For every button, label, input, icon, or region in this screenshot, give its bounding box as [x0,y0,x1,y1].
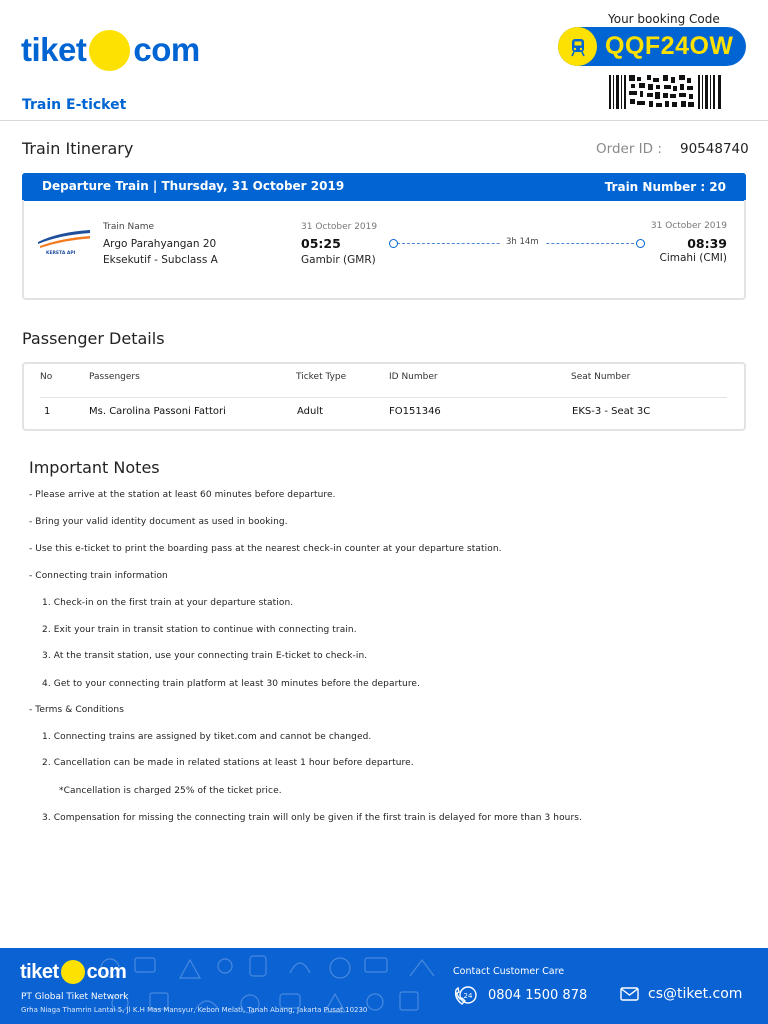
passenger-details-title: Passenger Details [22,329,165,348]
company-address: Grha Niaga Thamrin Lantai 5, Jl K.H Mas Mansyur, Kebon Melati, Tanah Abang, Jakarta Pusat 10230 [21,1006,368,1014]
column-header-id-number: ID Number [389,372,438,382]
company-name: PT Global Tiket Network [21,992,129,1002]
booking-code-label: Your booking Code [608,12,720,26]
id-number: FO151346 [389,406,441,417]
note-line: 2. Cancellation can be made in related stations at least 1 hour before departure. [42,758,414,768]
contact-email[interactable]: cs@tiket.com [648,986,743,1002]
logo-text-right: com [133,31,200,68]
seat-number: EKS-3 - Seat 3C [572,406,651,417]
arrival-time: 08:39 [687,236,727,251]
note-line: - Bring your valid identity document as used in booking. [29,517,288,527]
note-line: 1. Connecting trains are assigned by tiket.com and cannot be changed. [42,732,372,742]
note-line: 1. Check-in on the first train at your departure station. [42,598,294,608]
important-notes-title: Important Notes [29,458,160,477]
column-header-seat-number: Seat Number [571,372,631,382]
mail-icon [620,987,639,1001]
kereta-api-logo-text: KERETA API [46,251,76,256]
order-id-label: Order ID : [596,141,662,157]
column-header-no: No [40,372,53,382]
note-line: - Connecting train information [29,571,168,581]
kereta-api-logo [36,226,94,256]
footer-logo-dot [61,960,85,984]
arrival-station: Cimahi (CMI) [659,252,727,264]
logo-dot [89,30,130,71]
departure-station: Gambir (GMR) [301,254,376,266]
booking-code-badge [558,27,746,66]
footer [0,948,768,1024]
route-start-dot [389,239,398,248]
note-line: 3. At the transit station, use your connecting train E-ticket to check-in. [42,651,368,661]
table-divider [40,397,727,398]
train-name: Argo Parahyangan 20 [103,238,217,250]
contact-label: Contact Customer Care [453,966,565,977]
contact-phone[interactable]: 0804 1500 878 [488,988,588,1003]
phone-icon-label: 24 [463,992,473,1000]
departure-date: 31 October 2019 [301,222,378,232]
itinerary-title: Train Itinerary [22,139,134,158]
departure-header: Departure Train | Thursday, 31 October 2019 [42,179,345,193]
note-line: 4. Get to your connecting train platform at least 30 minutes before the departure. [42,679,421,689]
passenger-name: Ms. Carolina Passoni Fattori [89,406,226,417]
order-id-value: 90548740 [680,141,749,157]
trip-duration: 3h 14m [500,237,545,247]
logo-text-left: tiket [21,31,87,68]
note-line: - Use this e-ticket to print the boarding pass at the nearest check-in counter at your departure station. [29,544,502,554]
train-number: Train Number : 20 [604,180,726,194]
train-icon [558,27,597,66]
footer-logo-text-right: com [86,960,127,983]
barcode [609,75,722,109]
note-line: - Please arrive at the station at least 60 minutes before departure. [29,490,336,500]
tiket-logo [21,28,200,72]
route-end-dot [636,239,645,248]
ticket-type: Adult [297,406,324,417]
booking-code: QQF24OW [605,32,734,60]
train-name-label: Train Name [103,222,155,232]
departure-time: 05:25 [301,236,341,251]
column-header-passengers: Passengers [89,372,140,382]
train-class: Eksekutif - Subclass A [103,254,218,266]
column-header-ticket-type: Ticket Type [296,372,347,382]
note-line: 3. Compensation for missing the connecting train will only be given if the first train is delayed for more than 3 hours. [42,813,583,823]
note-line: *Cancellation is charged 25% of the ticket price. [59,786,282,796]
document-title: Train E-ticket [22,97,127,113]
itinerary-card [22,200,746,300]
phone-24-icon [452,984,478,1008]
footer-logo [20,960,126,984]
departure-header-bar [22,173,746,201]
passenger-no: 1 [44,406,51,417]
footer-logo-text-left: tiket [20,960,59,983]
note-line: 2. Exit your train in transit station to continue with connecting train. [42,625,357,635]
arrival-date: 31 October 2019 [650,221,727,231]
note-line: - Terms & Conditions [29,705,124,715]
header-divider [0,120,768,121]
